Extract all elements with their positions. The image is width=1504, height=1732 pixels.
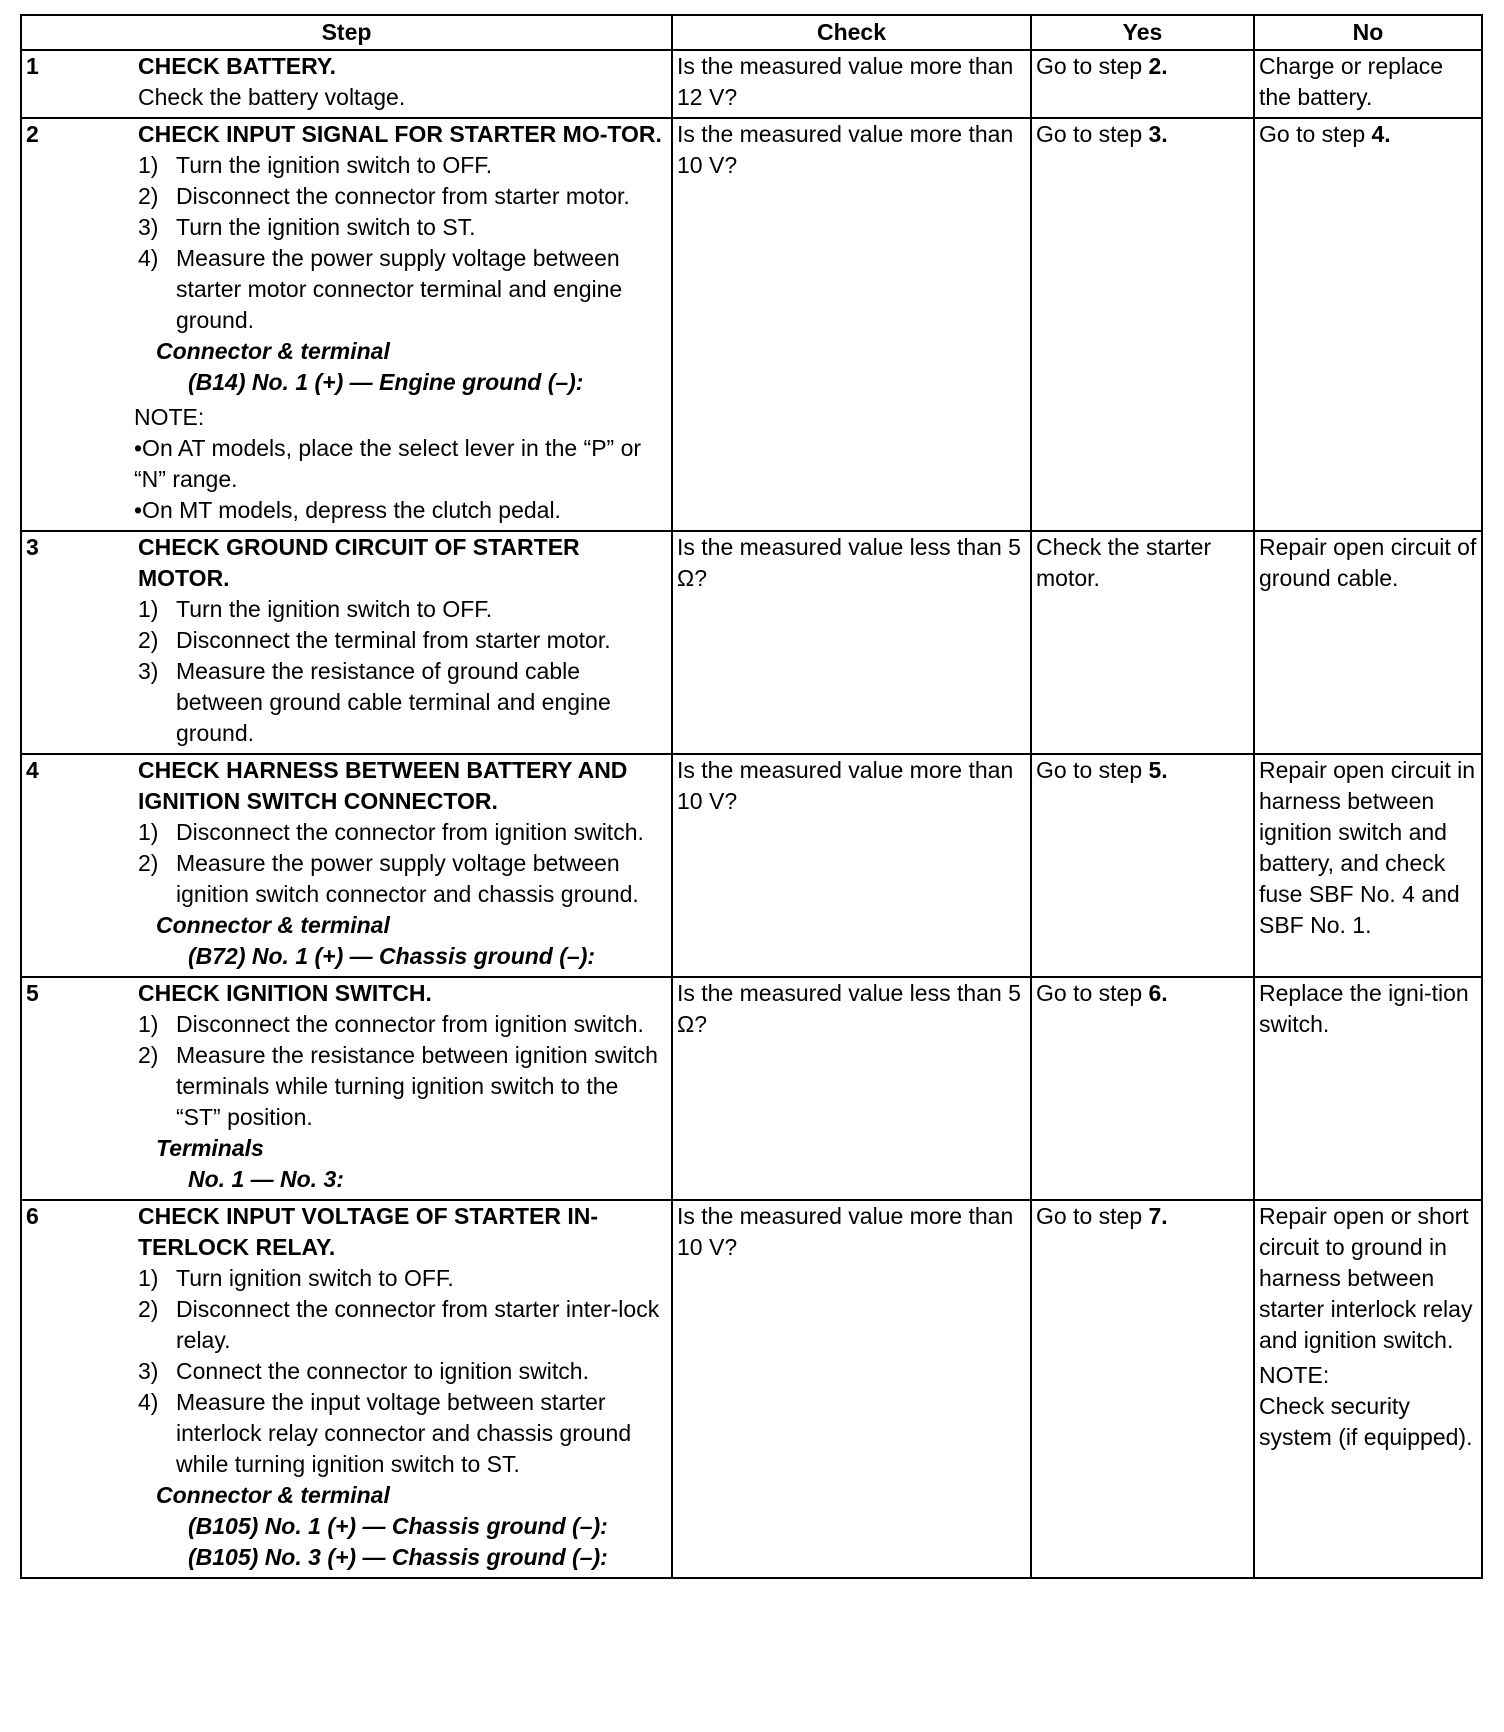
table-row	[21, 754, 1482, 977]
step-title: CHECK GROUND CIRCUIT OF STARTER MOTOR.	[138, 534, 580, 591]
no-note-title: NOTE:	[1259, 1362, 1330, 1388]
yes-step-ref: 2.	[1148, 53, 1168, 79]
procedure-number: 2)	[138, 183, 159, 209]
header-step: Step	[21, 15, 672, 50]
yes-prefix: Go to step	[1036, 980, 1143, 1006]
step-number: 5	[26, 980, 39, 1006]
yes-cell	[1031, 1200, 1254, 1578]
yes-cell	[1031, 754, 1254, 977]
procedure-item	[138, 150, 667, 181]
check-cell: Is the measured value less than 5 Ω?	[672, 977, 1031, 1200]
no-text: Repair open circuit of ground cable.	[1259, 534, 1477, 591]
yes-prefix: Go to step	[1036, 1203, 1143, 1229]
check-cell: Is the measured value more than 12 V?	[672, 50, 1031, 118]
procedure-text: Turn the ignition switch to OFF.	[176, 596, 493, 622]
procedure-item	[138, 1040, 667, 1133]
yes-prefix: Go to step	[1036, 757, 1143, 783]
procedure-list	[138, 1009, 667, 1133]
connector-terminal: (B105) No. 1 (+) — Chassis ground (–):	[188, 1513, 608, 1539]
procedure-number: 1)	[138, 819, 159, 845]
procedure-item	[138, 212, 667, 243]
procedure-text: Measure the power supply voltage between starter motor connector terminal and engine ground.	[176, 245, 623, 333]
no-cell	[1254, 977, 1482, 1200]
procedure-number: 2)	[138, 627, 159, 653]
no-text: Repair open or short circuit to ground in harness between starter interlock relay and ignition switch.	[1259, 1203, 1473, 1353]
procedure-text: Turn the ignition switch to ST.	[176, 214, 476, 240]
procedure-number: 2)	[138, 1296, 159, 1322]
table-row	[21, 1200, 1482, 1578]
procedure-item	[138, 656, 667, 749]
step-cell	[21, 977, 672, 1200]
connector-label: Connector & terminal	[156, 338, 390, 364]
table-row	[21, 977, 1482, 1200]
procedure-item	[138, 848, 667, 910]
procedure-text: Measure the input voltage between starter interlock relay connector and chassis ground while turning ignition switch to ST.	[176, 1389, 632, 1477]
procedure-text: Disconnect the terminal from starter motor.	[176, 627, 611, 653]
table-row	[21, 531, 1482, 754]
step-title: CHECK INPUT SIGNAL FOR STARTER MO-TOR.	[138, 121, 662, 147]
step-cell	[21, 50, 672, 118]
yes-cell	[1031, 50, 1254, 118]
yes-step-ref: 3.	[1148, 121, 1168, 147]
procedure-list	[138, 817, 667, 910]
step-description: Check the battery voltage.	[138, 84, 406, 110]
connector-label: Terminals	[156, 1135, 264, 1161]
no-cell	[1254, 118, 1482, 531]
step-cell	[21, 118, 672, 531]
header-no: No	[1254, 15, 1482, 50]
yes-step-ref: 6.	[1148, 980, 1168, 1006]
procedure-list	[138, 150, 667, 336]
procedure-number: 1)	[138, 1265, 159, 1291]
step-number: 3	[26, 534, 39, 560]
procedure-text: Turn ignition switch to OFF.	[176, 1265, 454, 1291]
yes-prefix: Go to step	[1036, 53, 1143, 79]
step-cell	[21, 754, 672, 977]
procedure-text: Disconnect the connector from ignition switch.	[176, 1011, 644, 1037]
procedure-text: Measure the resistance of ground cable between ground cable terminal and engine ground.	[176, 658, 611, 746]
no-text: Replace the igni-tion switch.	[1259, 980, 1469, 1037]
check-cell: Is the measured value more than 10 V?	[672, 754, 1031, 977]
diagnostic-table	[20, 14, 1483, 1579]
yes-step-ref: 7.	[1148, 1203, 1168, 1229]
procedure-text: Disconnect the connector from starter motor.	[176, 183, 630, 209]
procedure-text: Turn the ignition switch to OFF.	[176, 152, 493, 178]
connector-label: Connector & terminal	[156, 912, 390, 938]
procedure-text: Measure the power supply voltage between ignition switch connector and chassis ground.	[176, 850, 639, 907]
procedure-text: Disconnect the connector from starter inter-lock relay.	[176, 1296, 660, 1353]
yes-prefix: Go to step	[1036, 121, 1143, 147]
check-cell: Is the measured value less than 5 Ω?	[672, 531, 1031, 754]
procedure-item	[138, 625, 667, 656]
step-number: 4	[26, 757, 39, 783]
procedure-number: 3)	[138, 214, 159, 240]
note-line: •On AT models, place the select lever in the “P” or “N” range.	[134, 435, 642, 492]
connector-terminal: (B72) No. 1 (+) — Chassis ground (–):	[188, 943, 596, 969]
header-yes: Yes	[1031, 15, 1254, 50]
procedure-item	[138, 181, 667, 212]
yes-text: Check the starter motor.	[1036, 534, 1212, 591]
yes-cell	[1031, 531, 1254, 754]
note-title: NOTE:	[134, 404, 205, 430]
no-cell	[1254, 754, 1482, 977]
procedure-text: Disconnect the connector from ignition switch.	[176, 819, 644, 845]
procedure-number: 2)	[138, 850, 159, 876]
connector-terminal: (B14) No. 1 (+) — Engine ground (–):	[188, 369, 584, 395]
step-title: CHECK BATTERY.	[138, 53, 337, 79]
procedure-item	[138, 594, 667, 625]
procedure-list	[138, 1263, 667, 1480]
step-title: CHECK HARNESS BETWEEN BATTERY AND IGNITION SWITCH CONNECTOR.	[138, 757, 628, 814]
procedure-number: 3)	[138, 658, 159, 684]
procedure-text: Measure the resistance between ignition switch terminals while turning ignition switch to the “ST” position.	[176, 1042, 658, 1130]
procedure-number: 1)	[138, 152, 159, 178]
procedure-item	[138, 1387, 667, 1480]
procedure-number: 4)	[138, 245, 159, 271]
step-number: 2	[26, 121, 39, 147]
procedure-number: 3)	[138, 1358, 159, 1384]
procedure-item	[138, 243, 667, 336]
procedure-number: 1)	[138, 1011, 159, 1037]
yes-cell	[1031, 118, 1254, 531]
procedure-number: 4)	[138, 1389, 159, 1415]
step-title: CHECK IGNITION SWITCH.	[138, 980, 432, 1006]
step-number: 1	[26, 53, 39, 79]
procedure-text: Connect the connector to ignition switch.	[176, 1358, 589, 1384]
no-cell	[1254, 50, 1482, 118]
step-title: CHECK INPUT VOLTAGE OF STARTER IN-TERLOCK RELAY.	[138, 1203, 598, 1260]
no-note-text: Check security system (if equipped).	[1259, 1393, 1473, 1450]
check-cell: Is the measured value more than 10 V?	[672, 118, 1031, 531]
yes-step-ref: 5.	[1148, 757, 1168, 783]
no-cell	[1254, 531, 1482, 754]
no-text: Repair open circuit in harness between ignition switch and battery, and check fuse SBF No. 4 and SBF No. 1.	[1259, 757, 1476, 938]
yes-cell	[1031, 977, 1254, 1200]
note-block	[134, 402, 667, 526]
connector-terminal: No. 1 — No. 3:	[188, 1166, 344, 1192]
procedure-item	[138, 1009, 667, 1040]
procedure-number: 2)	[138, 1042, 159, 1068]
step-cell	[21, 1200, 672, 1578]
procedure-item	[138, 1294, 667, 1356]
step-cell	[21, 531, 672, 754]
step-number: 6	[26, 1203, 39, 1229]
connector-label: Connector & terminal	[156, 1482, 390, 1508]
table-row	[21, 50, 1482, 118]
header-check: Check	[672, 15, 1031, 50]
procedure-number: 1)	[138, 596, 159, 622]
check-cell: Is the measured value more than 10 V?	[672, 1200, 1031, 1578]
procedure-item	[138, 1263, 667, 1294]
table-row	[21, 118, 1482, 531]
no-step-ref: 4.	[1371, 121, 1391, 147]
connector-terminal: (B105) No. 3 (+) — Chassis ground (–):	[188, 1544, 608, 1570]
procedure-item	[138, 817, 667, 848]
no-cell	[1254, 1200, 1482, 1578]
table-body	[21, 50, 1482, 1578]
procedure-list	[138, 594, 667, 749]
no-prefix: Go to step	[1259, 121, 1366, 147]
table-header-row	[21, 15, 1482, 50]
procedure-item	[138, 1356, 667, 1387]
note-line: •On MT models, depress the clutch pedal.	[134, 497, 561, 523]
no-text: Charge or replace the battery.	[1259, 53, 1444, 110]
